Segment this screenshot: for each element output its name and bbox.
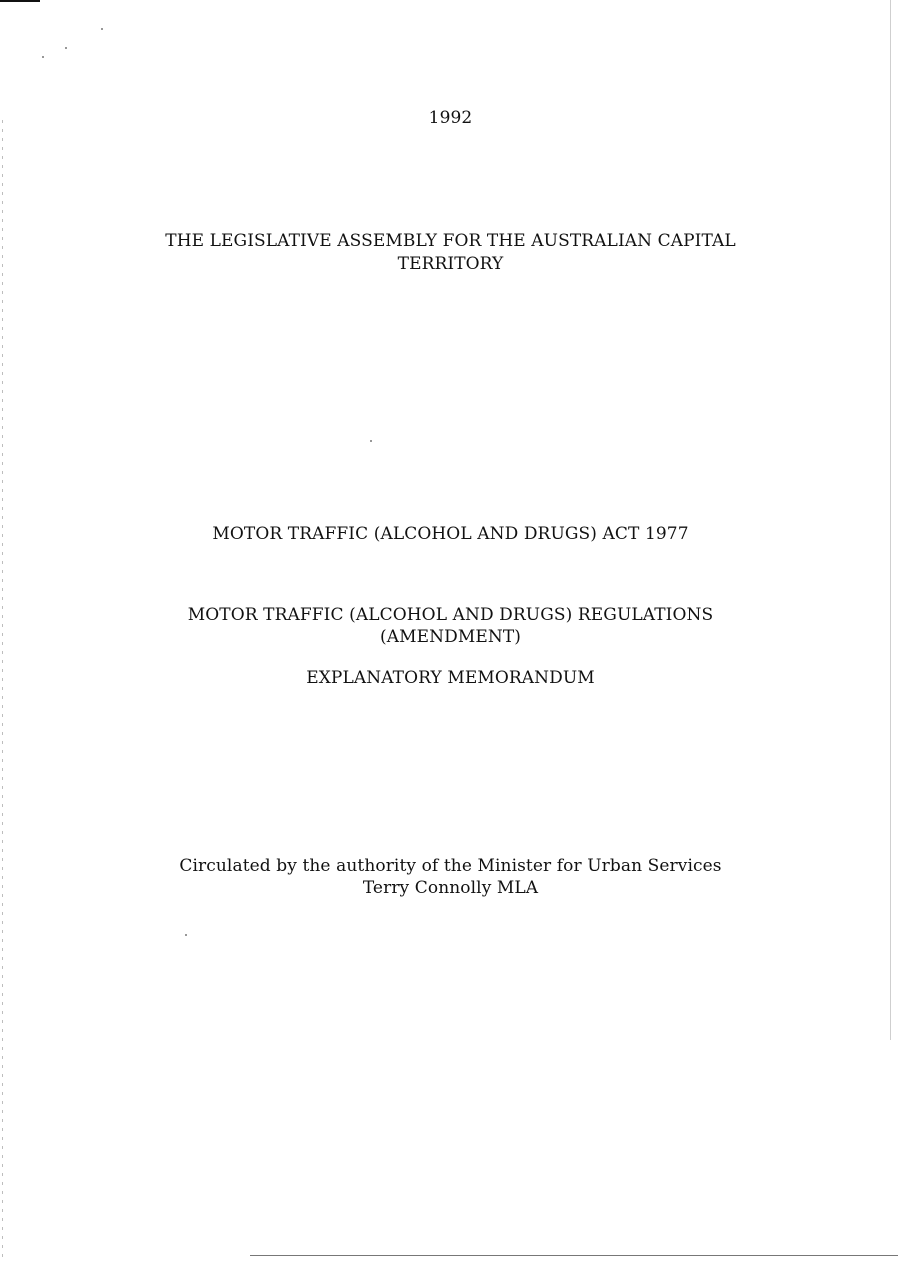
circulation-authority-line: Circulated by the authority of the Minister for Urban Services xyxy=(179,856,722,876)
act-title: MOTOR TRAFFIC (ALCOHOL AND DRUGS) ACT 1977 xyxy=(212,524,689,544)
memorandum-title: EXPLANATORY MEMORANDUM xyxy=(306,668,595,688)
scan-edge-bottom xyxy=(250,1255,898,1256)
scan-speck xyxy=(101,28,103,30)
assembly-heading-line-1: THE LEGISLATIVE ASSEMBLY FOR THE AUSTRALIAN CAPITAL xyxy=(165,231,736,251)
document-year: 1992 xyxy=(428,108,473,128)
minister-name: Terry Connolly MLA xyxy=(362,878,539,898)
scan-speck xyxy=(42,56,44,58)
assembly-heading-line-2: TERRITORY xyxy=(397,254,504,274)
regulations-title-line-2: (AMENDMENT) xyxy=(380,627,521,647)
scan-speck xyxy=(65,47,67,49)
scan-speck xyxy=(185,934,187,936)
scan-speck xyxy=(370,440,372,442)
scan-artifact-top xyxy=(0,0,40,2)
scan-edge-left xyxy=(2,120,3,1260)
regulations-title-line-1: MOTOR TRAFFIC (ALCOHOL AND DRUGS) REGULATIONS xyxy=(187,605,714,625)
